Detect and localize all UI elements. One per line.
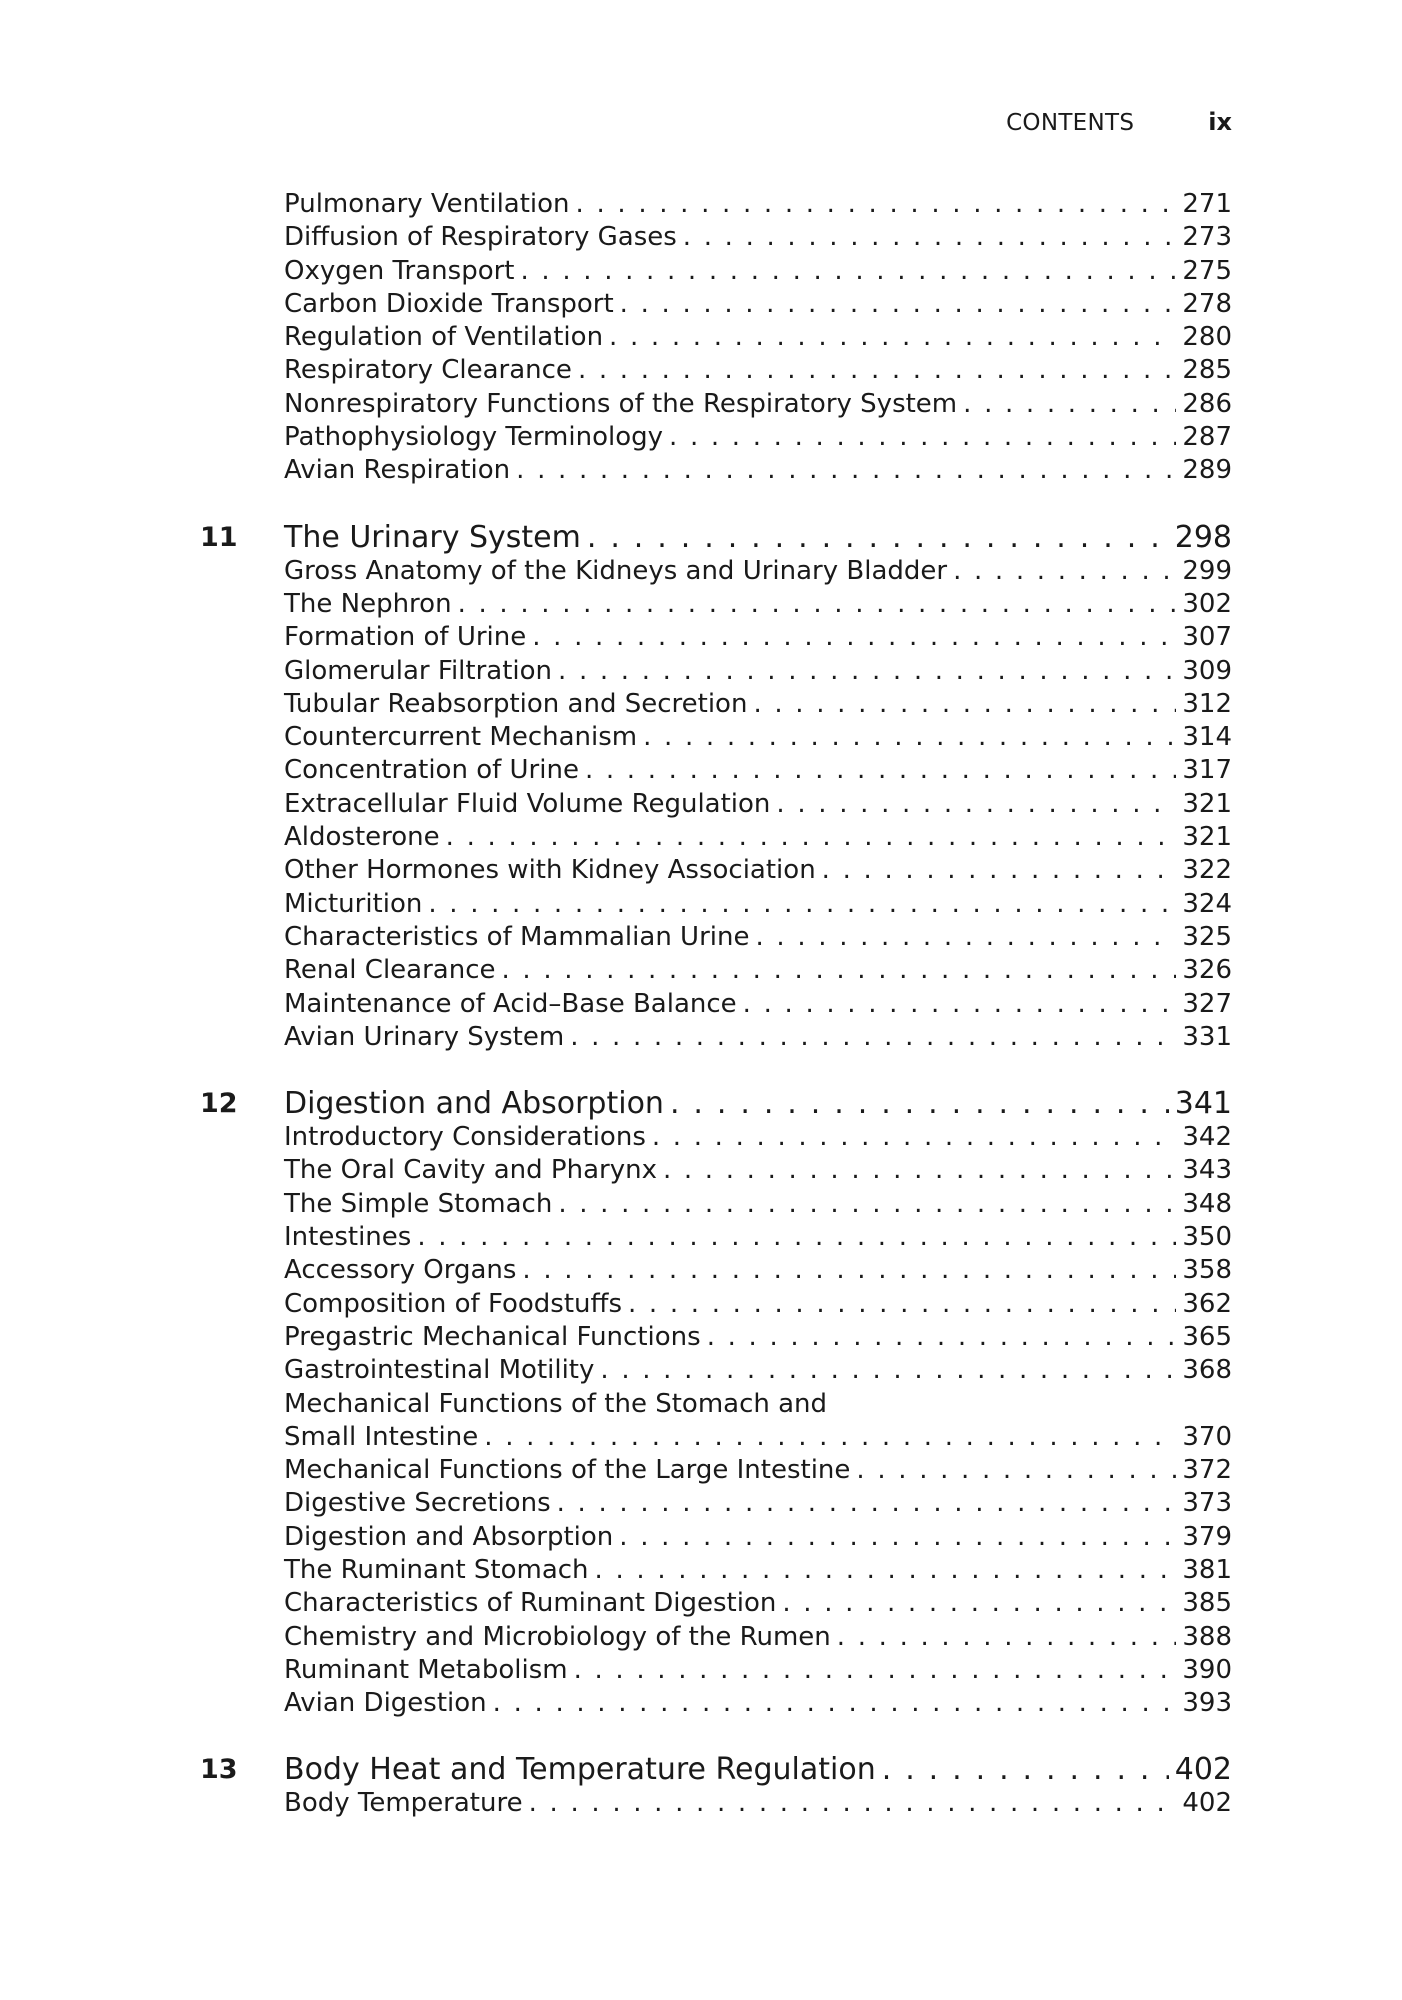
toc-entry-page: 289 — [1182, 455, 1232, 486]
toc-entry-title: Renal Clearance — [284, 955, 496, 986]
dot-leader — [578, 354, 1176, 387]
toc-entry-title: Respiratory Clearance — [284, 355, 572, 386]
toc-entry[interactable] — [284, 1254, 1232, 1287]
toc-entry-page: 324 — [1182, 888, 1232, 919]
dot-leader — [557, 1487, 1177, 1520]
toc-entry-title: The Nephron — [284, 588, 452, 619]
toc-entry-page: 287 — [1182, 422, 1232, 453]
dot-leader — [670, 1087, 1169, 1121]
toc-entry-title: Characteristics of Mammalian Urine — [284, 921, 750, 952]
toc-entry[interactable] — [284, 1521, 1232, 1554]
toc-entry[interactable] — [284, 1154, 1232, 1187]
toc-entry-page: 385 — [1182, 1588, 1232, 1619]
toc-entry[interactable] — [284, 388, 1232, 421]
toc-entry[interactable] — [284, 1587, 1232, 1620]
running-head-label: CONTENTS — [1006, 110, 1135, 136]
toc-entry-title: Intestines — [284, 1222, 412, 1253]
toc-entry[interactable] — [284, 621, 1232, 654]
toc-entry-title: Nonrespiratory Functions of the Respiratory System — [284, 388, 958, 419]
dot-leader — [520, 255, 1176, 288]
dot-leader — [587, 521, 1169, 555]
chapter-number: 12 — [200, 1088, 238, 1120]
toc-group-chapter-10-continued — [200, 188, 1232, 488]
toc-entry-page: 326 — [1182, 955, 1232, 986]
toc-entry[interactable] — [284, 754, 1232, 787]
toc-entry-title: Avian Respiration — [284, 455, 511, 486]
toc-entry-title: Oxygen Transport — [284, 255, 515, 286]
page-number: ix — [1208, 108, 1232, 136]
toc-entry-page: 342 — [1182, 1122, 1232, 1153]
toc-entry-title: Mechanical Functions of the Large Intestine — [284, 1455, 851, 1486]
toc-entry[interactable] — [284, 655, 1232, 688]
toc-entry-page: 322 — [1182, 855, 1232, 886]
chapter-number: 13 — [200, 1754, 238, 1786]
toc-entry[interactable] — [284, 1188, 1232, 1221]
toc-entry-page: 271 — [1182, 189, 1232, 219]
toc-entry[interactable] — [284, 1421, 1232, 1454]
toc-entry-title: Diffusion of Respiratory Gases — [284, 222, 677, 253]
toc-entry-page: 307 — [1182, 622, 1232, 653]
toc-entry[interactable] — [284, 188, 1232, 221]
toc-entry-title: Pathophysiology Terminology — [284, 422, 664, 453]
dot-leader — [856, 1454, 1176, 1487]
dot-leader — [755, 921, 1176, 954]
dot-leader — [609, 321, 1176, 354]
dot-leader — [782, 1587, 1176, 1620]
toc-entry-page: 381 — [1182, 1554, 1232, 1585]
toc-group-chapter-11 — [200, 521, 1232, 1054]
toc-entry-first-line[interactable] — [284, 1388, 1232, 1421]
toc-entry-title: Pregastric Mechanical Functions — [284, 1321, 701, 1352]
toc-entry-page: 285 — [1182, 355, 1232, 386]
toc-entry-page: 402 — [1182, 1788, 1232, 1819]
dot-leader — [428, 888, 1176, 921]
toc-entry[interactable] — [284, 788, 1232, 821]
toc-entry-page: 299 — [1182, 555, 1232, 586]
dot-leader — [458, 588, 1177, 621]
toc-entry[interactable] — [284, 288, 1232, 321]
toc-entry[interactable] — [284, 321, 1232, 354]
dot-leader — [882, 1753, 1169, 1787]
toc-entry-page: 321 — [1182, 788, 1232, 819]
toc-entry[interactable] — [284, 1554, 1232, 1587]
toc-entry-title: Regulation of Ventilation — [284, 322, 604, 353]
dot-leader — [620, 288, 1177, 321]
toc-chapter-entry[interactable] — [284, 1087, 1232, 1121]
toc-entry[interactable] — [284, 1621, 1232, 1654]
dot-leader — [585, 754, 1176, 787]
chapter-title: Body Heat and Temperature Regulation — [284, 1752, 876, 1788]
toc-entry-page: 314 — [1182, 722, 1232, 753]
toc-entry[interactable] — [284, 988, 1232, 1021]
toc-entry-title: Carbon Dioxide Transport — [284, 288, 614, 319]
chapter-page: 298 — [1174, 519, 1232, 555]
toc-group-chapter-12 — [200, 1087, 1232, 1720]
toc-entry-title: Introductory Considerations — [284, 1122, 646, 1153]
toc-entry[interactable] — [284, 1787, 1232, 1820]
toc-entry-title: Concentration of Urine — [284, 755, 579, 786]
toc-entry-page: 368 — [1182, 1355, 1232, 1386]
toc-entry[interactable] — [284, 854, 1232, 887]
dot-leader — [628, 1288, 1176, 1321]
toc-entry-page: 388 — [1182, 1621, 1232, 1652]
dot-leader — [595, 1554, 1177, 1587]
toc-entry-page: 317 — [1182, 755, 1232, 786]
dot-leader — [619, 1521, 1176, 1554]
toc-entry[interactable] — [284, 1687, 1232, 1720]
toc-entry-title: Digestion and Absorption — [284, 1521, 614, 1552]
dot-leader — [574, 1654, 1177, 1687]
toc-entry-title: The Simple Stomach — [284, 1188, 553, 1219]
toc-entry-page: 373 — [1182, 1488, 1232, 1519]
dot-leader — [558, 655, 1176, 688]
dot-leader — [446, 821, 1177, 854]
dot-leader — [683, 221, 1177, 254]
toc-entry-title: Glomerular Filtration — [284, 655, 553, 686]
toc-entry-title: Avian Urinary System — [284, 1021, 565, 1052]
toc-entry-title: Pulmonary Ventilation — [284, 189, 570, 219]
toc-entry-title: Maintenance of Acid–Base Balance — [284, 988, 737, 1019]
dot-leader — [753, 688, 1176, 721]
toc-entry[interactable] — [284, 555, 1232, 588]
dot-leader — [529, 1787, 1177, 1820]
toc-entry-title: Chemistry and Microbiology of the Rumen — [284, 1621, 831, 1652]
dot-leader — [516, 454, 1176, 487]
dot-leader — [558, 1188, 1176, 1221]
dot-leader — [484, 1421, 1176, 1454]
toc-entry[interactable] — [284, 821, 1232, 854]
chapter-page: 402 — [1174, 1752, 1232, 1788]
toc-entry-page: 348 — [1182, 1188, 1232, 1219]
toc-entry-title: Small Intestine — [284, 1421, 479, 1452]
toc-chapter-entry[interactable] — [284, 1753, 1232, 1787]
toc-entry[interactable] — [284, 1354, 1232, 1387]
dot-leader — [837, 1621, 1177, 1654]
toc-entry-page: 309 — [1182, 655, 1232, 686]
toc-entry-title: Ruminant Metabolism — [284, 1654, 568, 1685]
toc-entry[interactable] — [284, 588, 1232, 621]
toc-entry[interactable] — [284, 1021, 1232, 1054]
chapter-title: The Urinary System — [284, 519, 581, 555]
toc-entry[interactable] — [284, 1454, 1232, 1487]
toc-entry-page: 331 — [1182, 1021, 1232, 1052]
toc-entry[interactable] — [284, 1121, 1232, 1154]
toc-entry-title: Body Temperature — [284, 1788, 523, 1819]
toc-entry[interactable] — [284, 255, 1232, 288]
toc-entry[interactable] — [284, 921, 1232, 954]
toc-entry-title: Characteristics of Ruminant Digestion — [284, 1588, 777, 1619]
dot-leader — [669, 421, 1176, 454]
toc-entry-title: Accessory Organs — [284, 1255, 517, 1286]
toc-group-chapter-13 — [200, 1753, 1232, 1820]
toc-entry-page: 273 — [1182, 222, 1232, 253]
toc-chapter-entry[interactable] — [284, 521, 1232, 555]
dot-leader — [570, 1021, 1176, 1054]
dot-leader — [493, 1687, 1177, 1720]
toc-entry-title: Other Hormones with Kidney Association — [284, 855, 816, 886]
toc-entry[interactable] — [284, 888, 1232, 921]
toc-entry-page: 327 — [1182, 988, 1232, 1019]
chapter-number: 11 — [200, 521, 238, 553]
toc-entry-page: 312 — [1182, 688, 1232, 719]
toc-entry-page: 350 — [1182, 1222, 1232, 1253]
toc-entry-page: 321 — [1182, 822, 1232, 853]
dot-leader — [417, 1221, 1176, 1254]
toc-entry-page: 362 — [1182, 1288, 1232, 1319]
toc-entry[interactable] — [284, 954, 1232, 987]
dot-leader — [576, 188, 1177, 221]
toc-entry-title: Composition of Foodstuffs — [284, 1288, 622, 1319]
toc-entry-page: 379 — [1182, 1521, 1232, 1552]
table-of-contents — [200, 188, 1232, 1821]
toc-entry-title: Aldosterone — [284, 822, 440, 853]
toc-entry[interactable] — [284, 721, 1232, 754]
toc-entry[interactable] — [284, 688, 1232, 721]
dot-leader — [522, 1254, 1176, 1287]
toc-entry-title: Countercurrent Mechanism — [284, 722, 638, 753]
toc-entry-page: 286 — [1182, 388, 1232, 419]
toc-entry[interactable] — [284, 1321, 1232, 1354]
running-head — [0, 108, 1232, 136]
toc-entry-page: 302 — [1182, 588, 1232, 619]
chapter-page: 341 — [1174, 1086, 1232, 1122]
chapter-title: Digestion and Absorption — [284, 1086, 664, 1122]
toc-entry-page: 278 — [1182, 288, 1232, 319]
toc-entry-page: 358 — [1182, 1255, 1232, 1286]
dot-leader — [502, 954, 1177, 987]
dot-leader — [532, 621, 1176, 654]
dot-leader — [776, 788, 1176, 821]
toc-entry-title: The Ruminant Stomach — [284, 1554, 589, 1585]
toc-entry-page: 325 — [1182, 921, 1232, 952]
dot-leader — [652, 1121, 1176, 1154]
dot-leader — [743, 988, 1177, 1021]
toc-entry-page: 370 — [1182, 1421, 1232, 1452]
toc-entry[interactable] — [284, 1654, 1232, 1687]
toc-entry-page: 280 — [1182, 322, 1232, 353]
toc-entry[interactable] — [284, 221, 1232, 254]
toc-entry[interactable] — [284, 1221, 1232, 1254]
toc-entry-page: 275 — [1182, 255, 1232, 286]
toc-entry-page: 343 — [1182, 1155, 1232, 1186]
toc-entry-page: 372 — [1182, 1455, 1232, 1486]
toc-entry-title: Micturition — [284, 888, 423, 919]
dot-leader — [963, 388, 1176, 421]
dot-leader — [643, 721, 1176, 754]
toc-entry-page: 390 — [1182, 1654, 1232, 1685]
toc-entry-title: Tubular Reabsorption and Secretion — [284, 688, 748, 719]
toc-entry[interactable] — [284, 421, 1232, 454]
dot-leader — [953, 555, 1176, 588]
dot-leader — [822, 854, 1177, 887]
toc-entry-title-line1: Mechanical Functions of the Stomach and — [284, 1388, 828, 1419]
toc-entry-page: 365 — [1182, 1321, 1232, 1352]
toc-entry-title: Gross Anatomy of the Kidneys and Urinary Bladder — [284, 555, 948, 586]
toc-entry[interactable] — [284, 354, 1232, 387]
toc-entry[interactable] — [284, 1288, 1232, 1321]
toc-entry-title: Digestive Secretions — [284, 1488, 551, 1519]
toc-entry[interactable] — [284, 1487, 1232, 1520]
toc-entry-title: Gastrointestinal Motility — [284, 1355, 595, 1386]
dot-leader — [600, 1354, 1176, 1387]
toc-entry-title: Avian Digestion — [284, 1688, 487, 1719]
dot-leader — [707, 1321, 1177, 1354]
toc-entry-title: Extracellular Fluid Volume Regulation — [284, 788, 771, 819]
toc-entry-title: The Oral Cavity and Pharynx — [284, 1155, 657, 1186]
toc-entry-title: Formation of Urine — [284, 622, 527, 653]
toc-entry-page: 393 — [1182, 1688, 1232, 1719]
toc-entry[interactable] — [284, 454, 1232, 487]
dot-leader — [663, 1154, 1176, 1187]
